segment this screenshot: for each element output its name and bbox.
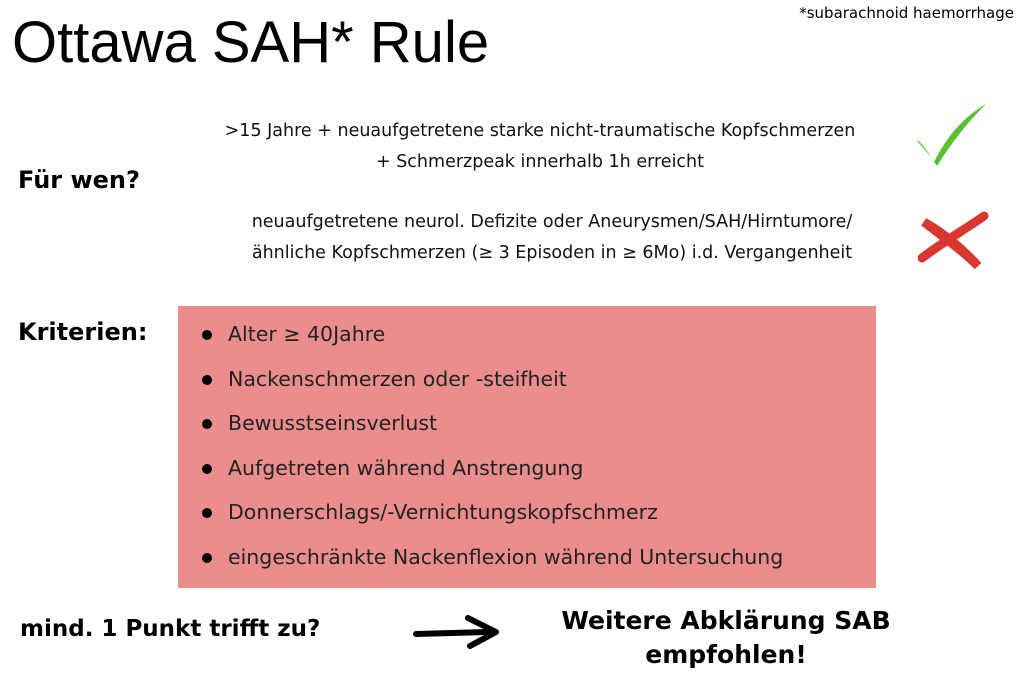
criteria-list	[200, 316, 783, 583]
criteria-box	[178, 306, 876, 588]
criteria-heading: Kriterien:	[18, 318, 148, 346]
check-icon	[910, 100, 990, 170]
criteria-item: Nackenschmerzen oder -steifheit	[200, 361, 783, 406]
recommendation-line: empfohlen!	[645, 640, 807, 669]
recommendation	[528, 604, 924, 672]
inclusion-line: >15 Jahre + neuaufgetretene starke nicht-traumatische Kopfschmerzen	[224, 121, 856, 141]
page-title: Ottawa SAH* Rule	[12, 10, 490, 75]
footnote: *subarachnoid haemorrhage	[799, 4, 1014, 22]
inclusion-criteria	[170, 116, 910, 178]
recommendation-line: Weitere Abklärung SAB	[561, 606, 891, 635]
conclusion-question: mind. 1 Punkt trifft zu?	[20, 616, 321, 642]
arrow-right-icon	[412, 614, 502, 650]
exclusion-line: ähnliche Kopfschmerzen (≥ 3 Episoden in ≥ 6Mo) i.d. Vergangenheit	[251, 243, 853, 263]
exclusion-criteria	[190, 207, 914, 269]
inclusion-line: + Schmerzpeak innerhalb 1h erreicht	[375, 152, 705, 172]
criteria-item: Bewusstseinsverlust	[200, 405, 783, 450]
criteria-item: Alter ≥ 40Jahre	[200, 316, 783, 361]
exclusion-line: neuaufgetretene neurol. Defizite oder Aneurysmen/SAH/Hirntumore/	[251, 212, 853, 232]
criteria-item: Donnerschlags/-Vernichtungskopfschmerz	[200, 494, 783, 539]
for-whom-heading: Für wen?	[18, 166, 140, 194]
criteria-item: eingeschränkte Nackenflexion während Untersuchung	[200, 539, 783, 584]
cross-icon	[918, 208, 990, 270]
criteria-item: Aufgetreten während Anstrengung	[200, 450, 783, 495]
